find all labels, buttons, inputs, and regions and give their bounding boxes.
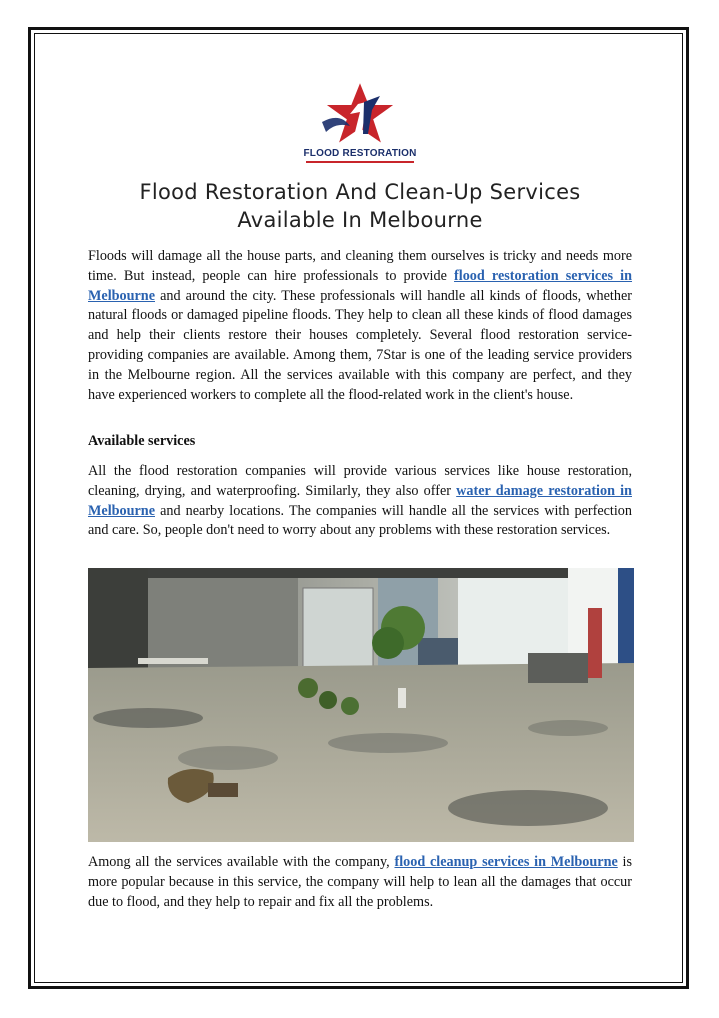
link-flood-restoration-services[interactable]: flood restoration services in Melbourne	[88, 267, 633, 304]
page-title	[88, 178, 632, 234]
title-line-2: Available In Melbourne	[237, 208, 483, 232]
paragraph-intro	[88, 247, 632, 405]
logo-underline	[306, 161, 414, 163]
link-water-damage-restoration[interactable]: water damage restoration in Melbourne	[88, 482, 632, 519]
paragraph-text: is more popular because in this service, the company will help to lean all the damages that occur due to flood, and they help to repair and fix all the problems.	[88, 854, 633, 910]
title-line-1: Flood Restoration And Clean-Up Services	[139, 180, 581, 204]
star-logo-icon	[300, 82, 420, 148]
flooded-showroom-photo	[88, 568, 634, 842]
section-heading: Available services	[88, 433, 196, 449]
paragraph-text: and around the city. These professionals will handle all kinds of floods, whether natural floods or damaged pipeline floods. They help to clean all these kinds of flood damages and help their clients restore their houses completely. Several flood restoration service-providing companies are available. Among them, 7Star is one of the leading service providers in the Melbourne region. All the services available with this company are perfect, and they have experienced workers to complete all the flood-related work in the client's house.	[88, 287, 632, 403]
paragraph-text: Floods will damage all the house parts, and cleaning them ourselves is tricky and needs more time. But instead, people can hire professionals to provide	[88, 248, 632, 284]
paragraph-text: and nearby locations. The companies will handle all the services with perfection and care. So, people don't need to worry about any problems with these restoration services.	[88, 502, 632, 539]
logo-text: FLOOD RESTORATION	[303, 148, 417, 159]
paragraph-text: Among all the services available with the company,	[88, 854, 395, 870]
paragraph-services	[88, 462, 632, 541]
link-flood-cleanup-services[interactable]: flood cleanup services in Melbourne	[394, 854, 618, 870]
paragraph-text: All the flood restoration companies will provide various services like house restoration, cleaning, drying, and waterproofing. Similarly, they also offer	[88, 463, 632, 499]
company-logo	[300, 82, 420, 166]
paragraph-cleanup	[88, 853, 632, 912]
